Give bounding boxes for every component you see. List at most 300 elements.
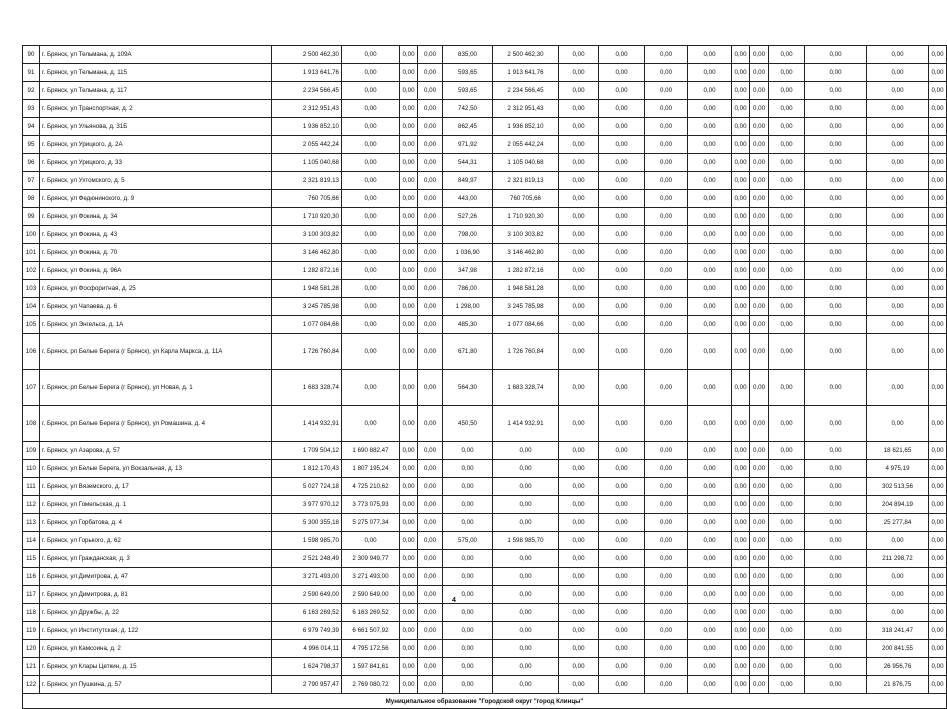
value-cell: 0,00 — [400, 118, 418, 136]
value-cell: 0,00 — [805, 190, 867, 208]
row-number: 115 — [23, 550, 40, 568]
value-cell: 0,00 — [929, 190, 947, 208]
address-cell: г. Брянск, ул Белые Берега, ул Вокзальная, д. 13 — [40, 460, 272, 478]
value-cell: 4 795 172,56 — [342, 640, 400, 658]
table-row — [23, 64, 947, 82]
value-cell: 2 312 951,43 — [493, 100, 559, 118]
value-cell: 0,00 — [732, 316, 750, 334]
value-cell: 0,00 — [559, 514, 599, 532]
value-cell: 1 282 872,16 — [272, 262, 342, 280]
value-cell: 0,00 — [418, 244, 443, 262]
value-cell: 3 146 462,80 — [493, 244, 559, 262]
value-cell: 0,00 — [645, 244, 688, 262]
value-cell: 0,00 — [732, 604, 750, 622]
value-cell: 0,00 — [688, 604, 732, 622]
value-cell: 0,00 — [688, 532, 732, 550]
value-cell: 1 936 852,10 — [493, 118, 559, 136]
value-cell: 0,00 — [645, 100, 688, 118]
value-cell: 0,00 — [418, 478, 443, 496]
value-cell: 0,00 — [929, 532, 947, 550]
table-row — [23, 262, 947, 280]
value-cell: 0,00 — [750, 568, 769, 586]
value-cell: 0,00 — [769, 676, 805, 694]
value-cell: 0,00 — [400, 172, 418, 190]
value-cell: 0,00 — [769, 280, 805, 298]
value-cell: 0,00 — [867, 406, 929, 442]
value-cell: 0,00 — [400, 280, 418, 298]
value-cell: 0,00 — [805, 136, 867, 154]
row-number: 103 — [23, 280, 40, 298]
value-cell: 0,00 — [599, 172, 645, 190]
value-cell: 1 709 504,12 — [272, 442, 342, 460]
value-cell: 0,00 — [750, 676, 769, 694]
value-cell: 0,00 — [342, 316, 400, 334]
value-cell: 0,00 — [750, 622, 769, 640]
value-cell: 0,00 — [867, 334, 929, 370]
row-number: 104 — [23, 298, 40, 316]
value-cell: 0,00 — [418, 118, 443, 136]
value-cell: 0,00 — [732, 298, 750, 316]
value-cell: 0,00 — [750, 154, 769, 172]
value-cell: 0,00 — [688, 190, 732, 208]
value-cell: 0,00 — [418, 208, 443, 226]
value-cell: 0,00 — [805, 334, 867, 370]
value-cell: 0,00 — [929, 172, 947, 190]
address-cell: г. Брянск, ул Ульянова, д. 31Б — [40, 118, 272, 136]
value-cell: 0,00 — [732, 172, 750, 190]
value-cell: 0,00 — [750, 334, 769, 370]
value-cell: 0,00 — [443, 550, 493, 568]
value-cell: 0,00 — [769, 136, 805, 154]
value-cell: 0,00 — [867, 64, 929, 82]
address-cell: г. Брянск, ул Вяземского, д. 17 — [40, 478, 272, 496]
value-cell: 0,00 — [769, 406, 805, 442]
value-cell: 0,00 — [645, 118, 688, 136]
value-cell: 0,00 — [750, 658, 769, 676]
table-row — [23, 46, 947, 64]
value-cell: 1 710 920,30 — [272, 208, 342, 226]
value-cell: 1 710 920,30 — [493, 208, 559, 226]
value-cell: 0,00 — [400, 568, 418, 586]
value-cell: 0,00 — [418, 586, 443, 604]
value-cell: 849,97 — [443, 172, 493, 190]
value-cell: 0,00 — [559, 586, 599, 604]
value-cell: 2 309 949,77 — [342, 550, 400, 568]
value-cell: 0,00 — [750, 172, 769, 190]
value-cell: 0,00 — [929, 46, 947, 64]
value-cell: 2 234 566,45 — [493, 82, 559, 100]
table-row — [23, 442, 947, 460]
value-cell: 6 661 507,92 — [342, 622, 400, 640]
value-cell: 0,00 — [645, 550, 688, 568]
value-cell: 0,00 — [559, 676, 599, 694]
value-cell: 0,00 — [688, 208, 732, 226]
value-cell: 0,00 — [645, 658, 688, 676]
value-cell: 0,00 — [599, 316, 645, 334]
value-cell: 0,00 — [342, 100, 400, 118]
value-cell: 26 956,76 — [867, 658, 929, 676]
value-cell: 0,00 — [645, 334, 688, 370]
table-row — [23, 100, 947, 118]
row-number: 91 — [23, 64, 40, 82]
value-cell: 0,00 — [559, 262, 599, 280]
value-cell: 0,00 — [418, 280, 443, 298]
value-cell: 0,00 — [929, 118, 947, 136]
value-cell: 0,00 — [769, 64, 805, 82]
value-cell: 0,00 — [400, 460, 418, 478]
value-cell: 0,00 — [443, 622, 493, 640]
row-number: 114 — [23, 532, 40, 550]
value-cell: 1 077 084,66 — [272, 316, 342, 334]
value-cell: 0,00 — [732, 118, 750, 136]
table-row — [23, 532, 947, 550]
value-cell: 0,00 — [559, 406, 599, 442]
value-cell: 0,00 — [750, 208, 769, 226]
value-cell: 0,00 — [805, 604, 867, 622]
table-row — [23, 478, 947, 496]
value-cell: 200 841,55 — [867, 640, 929, 658]
table-row — [23, 334, 947, 370]
value-cell: 318 241,47 — [867, 622, 929, 640]
value-cell: 4 996 014,11 — [272, 640, 342, 658]
value-cell: 4 725 210,62 — [342, 478, 400, 496]
value-cell: 0,00 — [559, 550, 599, 568]
value-cell: 0,00 — [599, 622, 645, 640]
value-cell: 0,00 — [867, 226, 929, 244]
row-number: 98 — [23, 190, 40, 208]
address-cell: г. Брянск, ул Димитрова, д. 47 — [40, 568, 272, 586]
value-cell: 0,00 — [418, 100, 443, 118]
value-cell: 0,00 — [688, 172, 732, 190]
value-cell: 0,00 — [645, 622, 688, 640]
value-cell: 0,00 — [867, 208, 929, 226]
table-row — [23, 568, 947, 586]
value-cell: 5 027 724,18 — [272, 478, 342, 496]
value-cell: 0,00 — [929, 586, 947, 604]
value-cell: 0,00 — [769, 244, 805, 262]
table-row — [23, 496, 947, 514]
value-cell: 575,00 — [443, 532, 493, 550]
value-cell: 0,00 — [400, 154, 418, 172]
row-number: 92 — [23, 82, 40, 100]
value-cell: 0,00 — [688, 244, 732, 262]
value-cell: 0,00 — [688, 514, 732, 532]
value-cell: 0,00 — [418, 154, 443, 172]
value-cell: 0,00 — [418, 298, 443, 316]
value-cell: 1 036,90 — [443, 244, 493, 262]
table-row — [23, 154, 947, 172]
table-row — [23, 298, 947, 316]
row-number: 97 — [23, 172, 40, 190]
value-cell: 0,00 — [599, 226, 645, 244]
row-number: 95 — [23, 136, 40, 154]
value-cell: 0,00 — [867, 586, 929, 604]
table-row — [23, 586, 947, 604]
value-cell: 21 876,75 — [867, 676, 929, 694]
value-cell: 0,00 — [929, 550, 947, 568]
value-cell: 0,00 — [645, 442, 688, 460]
table-row — [23, 226, 947, 244]
value-cell: 0,00 — [342, 406, 400, 442]
table-row — [23, 172, 947, 190]
value-cell: 1 690 882,47 — [342, 442, 400, 460]
value-cell: 0,00 — [750, 442, 769, 460]
value-cell: 0,00 — [732, 532, 750, 550]
value-cell: 0,00 — [599, 208, 645, 226]
row-number: 107 — [23, 370, 40, 406]
value-cell: 0,00 — [805, 496, 867, 514]
value-cell: 0,00 — [688, 226, 732, 244]
value-cell: 0,00 — [805, 118, 867, 136]
value-cell: 0,00 — [769, 334, 805, 370]
value-cell: 0,00 — [929, 370, 947, 406]
value-cell: 0,00 — [929, 64, 947, 82]
value-cell: 0,00 — [342, 172, 400, 190]
address-cell: г. Брянск, ул Тельмана, д. 117 — [40, 82, 272, 100]
value-cell: 0,00 — [805, 640, 867, 658]
value-cell: 0,00 — [750, 604, 769, 622]
value-cell: 0,00 — [732, 334, 750, 370]
value-cell: 0,00 — [418, 532, 443, 550]
value-cell: 0,00 — [769, 262, 805, 280]
table-row — [23, 640, 947, 658]
table-row — [23, 370, 947, 406]
value-cell: 0,00 — [805, 622, 867, 640]
table-row — [23, 208, 947, 226]
value-cell: 0,00 — [342, 118, 400, 136]
address-cell: г. Брянск, ул Камсоина, д. 2 — [40, 640, 272, 658]
value-cell: 742,50 — [443, 100, 493, 118]
value-cell: 1 105 040,68 — [272, 154, 342, 172]
value-cell: 0,00 — [418, 568, 443, 586]
value-cell: 0,00 — [599, 190, 645, 208]
row-number: 110 — [23, 460, 40, 478]
value-cell: 0,00 — [342, 280, 400, 298]
row-number: 108 — [23, 406, 40, 442]
row-number: 111 — [23, 478, 40, 496]
value-cell: 0,00 — [342, 82, 400, 100]
value-cell: 0,00 — [929, 226, 947, 244]
value-cell: 0,00 — [929, 568, 947, 586]
row-number: 102 — [23, 262, 40, 280]
value-cell: 0,00 — [929, 208, 947, 226]
value-cell: 2 500 462,30 — [272, 46, 342, 64]
value-cell: 0,00 — [769, 118, 805, 136]
value-cell: 0,00 — [750, 370, 769, 406]
value-cell: 0,00 — [443, 676, 493, 694]
value-cell: 0,00 — [493, 496, 559, 514]
value-cell: 0,00 — [559, 64, 599, 82]
value-cell: 0,00 — [929, 604, 947, 622]
value-cell: 1 414 932,91 — [272, 406, 342, 442]
value-cell: 3 245 785,98 — [493, 298, 559, 316]
value-cell: 0,00 — [867, 532, 929, 550]
value-cell: 1 105 040,68 — [493, 154, 559, 172]
value-cell: 0,00 — [400, 262, 418, 280]
value-cell: 0,00 — [645, 568, 688, 586]
value-cell: 0,00 — [599, 82, 645, 100]
value-cell: 0,00 — [688, 442, 732, 460]
value-cell: 0,00 — [400, 586, 418, 604]
value-cell: 0,00 — [400, 676, 418, 694]
value-cell: 0,00 — [418, 496, 443, 514]
value-cell: 0,00 — [493, 442, 559, 460]
value-cell: 0,00 — [342, 136, 400, 154]
address-cell: г. Брянск, ул Клары Цеткин, д. 15 — [40, 658, 272, 676]
value-cell: 0,00 — [645, 208, 688, 226]
value-cell: 0,00 — [929, 298, 947, 316]
value-cell: 0,00 — [342, 226, 400, 244]
value-cell: 0,00 — [400, 640, 418, 658]
value-cell: 0,00 — [929, 676, 947, 694]
value-cell: 0,00 — [769, 298, 805, 316]
value-cell: 204 894,19 — [867, 496, 929, 514]
value-cell: 0,00 — [599, 460, 645, 478]
value-cell: 3 977 970,12 — [272, 496, 342, 514]
value-cell: 0,00 — [418, 658, 443, 676]
value-cell: 0,00 — [929, 460, 947, 478]
value-cell: 2 321 819,13 — [272, 172, 342, 190]
address-cell: г. Брянск, ул Фокина, д. 96А — [40, 262, 272, 280]
value-cell: 0,00 — [732, 658, 750, 676]
value-cell: 0,00 — [688, 46, 732, 64]
row-number: 100 — [23, 226, 40, 244]
value-cell: 0,00 — [559, 82, 599, 100]
value-cell: 0,00 — [688, 118, 732, 136]
value-cell: 0,00 — [867, 100, 929, 118]
table-row — [23, 118, 947, 136]
table-row — [23, 136, 947, 154]
value-cell: 0,00 — [750, 586, 769, 604]
value-cell: 0,00 — [418, 370, 443, 406]
value-cell: 798,00 — [443, 226, 493, 244]
value-cell: 0,00 — [418, 190, 443, 208]
value-cell: 0,00 — [805, 82, 867, 100]
address-cell: г. Брянск, ул Фокина, д. 43 — [40, 226, 272, 244]
value-cell: 0,00 — [688, 622, 732, 640]
value-cell: 0,00 — [769, 496, 805, 514]
value-cell: 0,00 — [688, 460, 732, 478]
value-cell: 0,00 — [805, 244, 867, 262]
address-cell: г. Брянск, ул Институтская, д. 122 — [40, 622, 272, 640]
value-cell: 0,00 — [867, 604, 929, 622]
value-cell: 0,00 — [750, 262, 769, 280]
value-cell: 0,00 — [493, 550, 559, 568]
value-cell: 0,00 — [400, 82, 418, 100]
value-cell: 0,00 — [732, 244, 750, 262]
value-cell: 0,00 — [645, 640, 688, 658]
value-cell: 0,00 — [929, 406, 947, 442]
value-cell: 0,00 — [867, 82, 929, 100]
value-cell: 0,00 — [400, 532, 418, 550]
value-cell: 0,00 — [559, 370, 599, 406]
value-cell: 443,00 — [443, 190, 493, 208]
value-cell: 0,00 — [599, 406, 645, 442]
value-cell: 0,00 — [732, 64, 750, 82]
value-cell: 0,00 — [645, 172, 688, 190]
value-cell: 0,00 — [732, 82, 750, 100]
value-cell: 0,00 — [769, 622, 805, 640]
value-cell: 0,00 — [688, 136, 732, 154]
value-cell: 527,26 — [443, 208, 493, 226]
value-cell: 0,00 — [443, 586, 493, 604]
value-cell: 0,00 — [805, 316, 867, 334]
value-cell: 0,00 — [400, 298, 418, 316]
value-cell: 1 597 841,61 — [342, 658, 400, 676]
value-cell: 0,00 — [418, 640, 443, 658]
table-row — [23, 82, 947, 100]
value-cell: 0,00 — [400, 514, 418, 532]
value-cell: 0,00 — [867, 190, 929, 208]
address-cell: г. Брянск, ул Чапаева, д. 6 — [40, 298, 272, 316]
value-cell: 0,00 — [867, 280, 929, 298]
value-cell: 0,00 — [688, 640, 732, 658]
value-cell: 0,00 — [688, 676, 732, 694]
table-row — [23, 406, 947, 442]
value-cell: 1 598 985,70 — [272, 532, 342, 550]
value-cell: 0,00 — [645, 406, 688, 442]
value-cell: 0,00 — [559, 280, 599, 298]
value-cell: 0,00 — [645, 64, 688, 82]
value-cell: 0,00 — [750, 298, 769, 316]
value-cell: 0,00 — [493, 586, 559, 604]
value-cell: 0,00 — [645, 532, 688, 550]
value-cell: 0,00 — [599, 46, 645, 64]
value-cell: 211 298,72 — [867, 550, 929, 568]
value-cell: 0,00 — [732, 622, 750, 640]
value-cell: 0,00 — [443, 442, 493, 460]
value-cell: 0,00 — [769, 46, 805, 64]
value-cell: 0,00 — [645, 298, 688, 316]
value-cell: 0,00 — [805, 658, 867, 676]
value-cell: 0,00 — [400, 478, 418, 496]
value-cell: 0,00 — [688, 64, 732, 82]
value-cell: 0,00 — [750, 478, 769, 496]
value-cell: 0,00 — [750, 82, 769, 100]
value-cell: 0,00 — [599, 280, 645, 298]
value-cell: 5 300 355,18 — [272, 514, 342, 532]
value-cell: 0,00 — [342, 262, 400, 280]
value-cell: 0,00 — [750, 640, 769, 658]
value-cell: 0,00 — [805, 370, 867, 406]
row-number: 93 — [23, 100, 40, 118]
value-cell: 0,00 — [769, 154, 805, 172]
value-cell: 0,00 — [769, 316, 805, 334]
value-cell: 0,00 — [750, 136, 769, 154]
row-number: 116 — [23, 568, 40, 586]
value-cell: 0,00 — [418, 262, 443, 280]
value-cell: 0,00 — [929, 154, 947, 172]
row-number: 121 — [23, 658, 40, 676]
value-cell: 0,00 — [645, 154, 688, 172]
address-cell: г. Брянск, рп Белые Берега (г Брянск), ул Ромашина, д. 4 — [40, 406, 272, 442]
address-cell: г. Брянск, ул Тельмана, д. 115 — [40, 64, 272, 82]
value-cell: 0,00 — [418, 460, 443, 478]
value-cell: 0,00 — [769, 604, 805, 622]
value-cell: 593,65 — [443, 82, 493, 100]
value-cell: 0,00 — [599, 262, 645, 280]
value-cell: 0,00 — [750, 460, 769, 478]
value-cell: 0,00 — [342, 190, 400, 208]
value-cell: 0,00 — [732, 154, 750, 172]
value-cell: 2 769 080,72 — [342, 676, 400, 694]
value-cell: 0,00 — [342, 244, 400, 262]
value-cell: 6 979 749,39 — [272, 622, 342, 640]
value-cell: 0,00 — [805, 172, 867, 190]
value-cell: 1 282 872,16 — [493, 262, 559, 280]
value-cell: 0,00 — [599, 658, 645, 676]
value-cell: 0,00 — [418, 46, 443, 64]
